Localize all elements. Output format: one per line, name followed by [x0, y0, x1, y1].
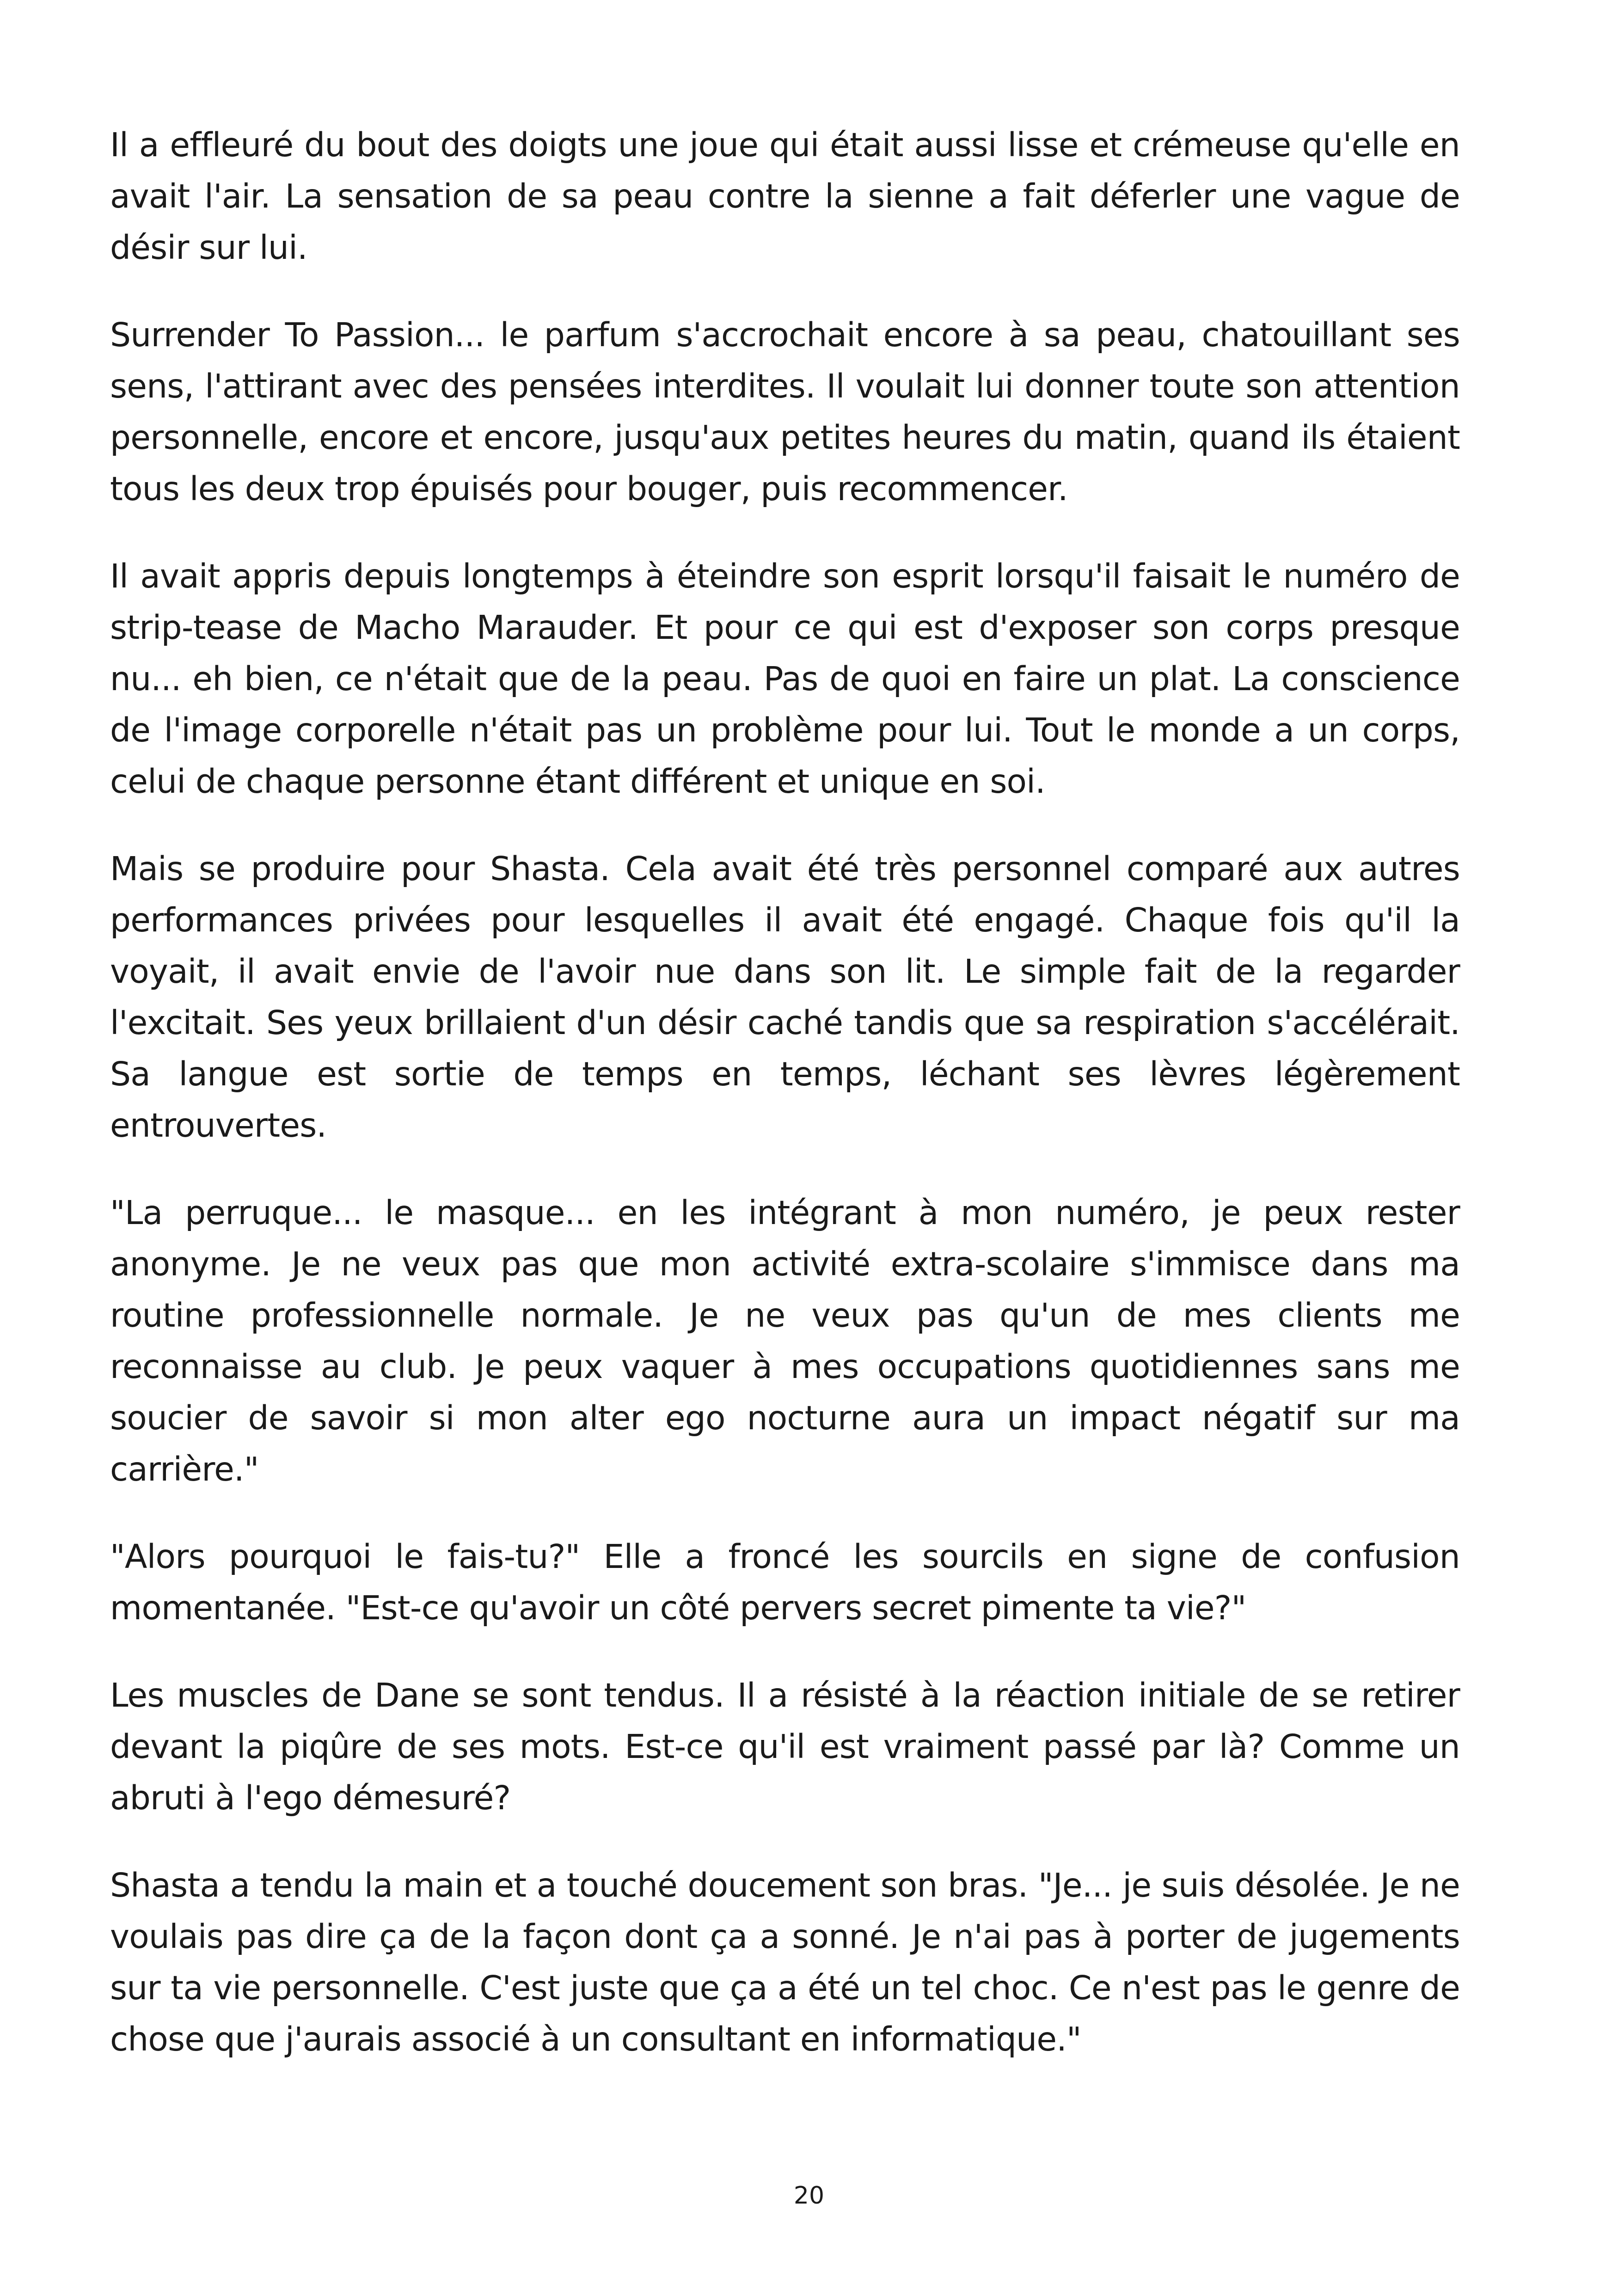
paragraph-5: "La perruque... le masque... en les intégrant à mon numéro, je peux rester anonyme. Je ne veux pas que mon activité extra-scolaire s'immisce dans ma routine professionnelle normale. Je ne veux pas qu'un de mes clients me reconnaisse au club. Je peux vaquer à mes occupations quotidiennes sans me soucier de savoir si mon alter ego nocturne aura un impact négatif sur ma carrière.": [110, 1194, 1460, 1488]
paragraph-3: Il avait appris depuis longtemps à éteindre son esprit lorsqu'il faisait le numéro de strip-tease de Macho Marauder. Et pour ce qui est d'exposer son corps presque nu... eh bien, ce n'était que de la peau. Pas de quoi en faire un plat. La conscience de l'image corporelle n'était pas un problème pour lui. Tout le monde a un corps, celui de chaque personne étant différent et unique en soi.: [110, 557, 1460, 801]
page-number: 20: [793, 2182, 825, 2210]
paragraph-8: Shasta a tendu la main et a touché doucement son bras. "Je... je suis désolée. Je ne voulais pas dire ça de la façon dont ça a sonné. Je n'ai pas à porter de jugements sur ta vie personnelle. C'est juste que ça a été un tel choc. Ce n'est pas le genre de chose que j'aurais associé à un consultant en informatique.": [110, 1866, 1460, 2058]
body-text: [110, 119, 1460, 2101]
paragraph-2: Surrender To Passion... le parfum s'accrochait encore à sa peau, chatouillant ses sens, l'attirant avec des pensées interdites. Il voulait lui donner toute son attention personnelle, encore et encore, jusqu'aux petites heures du matin, quand ils étaient tous les deux trop épuisés pour bouger, puis recommencer.: [110, 316, 1460, 508]
paragraph-7: Les muscles de Dane se sont tendus. Il a résisté à la réaction initiale de se retirer devant la piqûre de ses mots. Est-ce qu'il est vraiment passé par là? Comme un abruti à l'ego démesuré?: [110, 1676, 1460, 1817]
paragraph-4: Mais se produire pour Shasta. Cela avait été très personnel comparé aux autres performances privées pour lesquelles il avait été engagé. Chaque fois qu'il la voyait, il avait envie de l'avoir nue dans son lit. Le simple fait de la regarder l'excitait. Ses yeux brillaient d'un désir caché tandis que sa respiration s'accélérait. Sa langue est sortie de temps en temps, léchant ses lèvres légèrement entrouvertes.: [110, 850, 1460, 1145]
paragraph-1: Il a effleuré du bout des doigts une joue qui était aussi lisse et crémeuse qu'elle en avait l'air. La sensation de sa peau contre la sienne a fait déferler une vague de désir sur lui.: [110, 126, 1460, 267]
paragraph-6: "Alors pourquoi le fais-tu?" Elle a froncé les sourcils en signe de confusion momentanée. "Est-ce qu'avoir un côté pervers secret pimente ta vie?": [110, 1537, 1460, 1627]
